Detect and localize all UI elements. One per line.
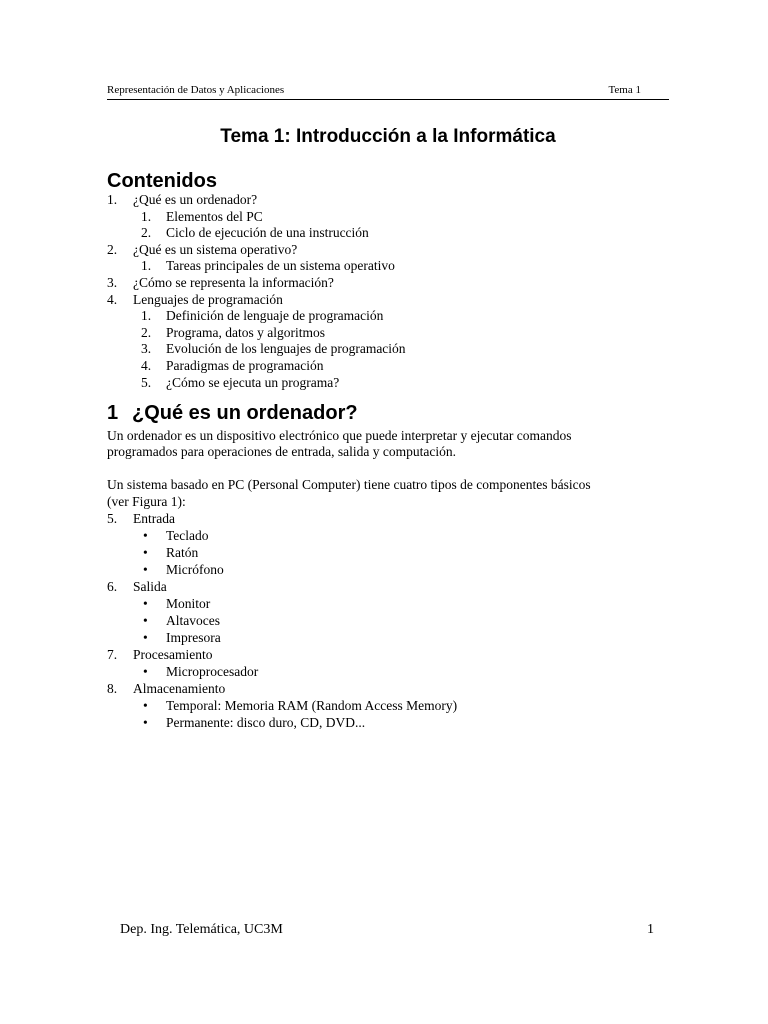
header-topic: Tema 1	[608, 84, 641, 96]
subitem-text: ¿Cómo se ejecuta un programa?	[166, 374, 340, 390]
category-number: 6.	[107, 579, 118, 595]
category-text: Salida	[133, 579, 167, 595]
paragraph-line: Un ordenador es un dispositivo electrónico que puede interpretar y ejecutar comandos	[107, 428, 572, 443]
section-number: 1	[107, 402, 119, 424]
item-text: ¿Qué es un ordenador?	[133, 192, 258, 207]
subitem-text: Evolución de los lenguajes de programación	[166, 341, 406, 357]
bullet-text: Teclado	[166, 528, 209, 544]
contents-item	[107, 292, 669, 309]
bullet-icon: •	[143, 596, 148, 612]
component-category	[107, 646, 669, 663]
contents-heading: Contenidos	[107, 170, 217, 192]
paragraph-line: Un sistema basado en PC (Personal Computer) tiene cuatro tipos de componentes básicos	[107, 477, 591, 493]
contents-subitem	[107, 308, 669, 325]
category-text: Entrada	[133, 511, 175, 527]
bullet-text: Ratón	[166, 545, 199, 561]
bullet-text: Temporal: Memoria RAM (Random Access Memory)	[166, 698, 458, 714]
paragraph-line: programados para operaciones de entrada, salida y computación.	[107, 444, 456, 460]
item-text: ¿Qué es un sistema operativo?	[133, 241, 298, 257]
section-heading	[107, 402, 358, 425]
subitem-number: 1.	[141, 308, 152, 324]
subitem-text: Elementos del PC	[166, 208, 263, 224]
contents-item	[107, 242, 669, 259]
category-number: 5.	[107, 511, 118, 527]
subitem-number: 4.	[141, 357, 152, 373]
contents-item	[107, 275, 669, 292]
bullet-icon: •	[143, 698, 148, 714]
bullet-icon: •	[143, 664, 148, 680]
contents-subitem	[107, 358, 669, 375]
header-course-name: Representación de Datos y Aplicaciones	[107, 84, 285, 96]
subitem-text: Programa, datos y algoritmos	[166, 324, 325, 340]
subitem-number: 5.	[141, 374, 152, 390]
item-number: 2.	[107, 241, 118, 257]
document-title: Tema 1: Introducción a la Informática	[220, 126, 556, 147]
bullet-icon: •	[143, 630, 148, 646]
bullet-text: Altavoces	[166, 613, 220, 629]
bullet-item	[107, 714, 669, 731]
component-category	[107, 680, 669, 697]
bullet-text: Micrófono	[166, 562, 224, 578]
bullet-item	[107, 595, 669, 612]
page-footer	[120, 922, 654, 938]
component-category	[107, 578, 669, 595]
bullet-item	[107, 527, 669, 544]
bullet-item	[107, 612, 669, 629]
bullet-icon: •	[143, 613, 148, 629]
contents-subitem	[107, 258, 669, 275]
subitem-number: 2.	[141, 225, 152, 241]
item-number: 3.	[107, 274, 118, 290]
category-text: Procesamiento	[133, 647, 213, 663]
components-list	[107, 510, 669, 731]
bullet-item	[107, 697, 669, 714]
subitem-number: 2.	[141, 324, 152, 340]
page-number: 1	[647, 922, 654, 937]
bullet-text: Microprocesador	[166, 664, 259, 680]
paragraph-line: (ver Figura 1):	[107, 493, 186, 509]
component-category	[107, 510, 669, 527]
contents-subitem	[107, 209, 669, 226]
bullet-icon: •	[143, 528, 148, 544]
section-title: ¿Qué es un ordenador?	[132, 402, 358, 424]
subitem-number: 1.	[141, 258, 152, 274]
contents-list	[107, 192, 669, 391]
category-number: 7.	[107, 647, 118, 663]
paragraph-components	[107, 477, 669, 510]
subitem-number: 1.	[141, 208, 152, 224]
bullet-text: Impresora	[166, 630, 221, 646]
bullet-item	[107, 544, 669, 561]
footer-department: Dep. Ing. Telemática, UC3M	[120, 922, 283, 937]
bullet-icon: •	[143, 562, 148, 578]
subitem-number: 3.	[141, 341, 152, 357]
item-text: ¿Cómo se representa la información?	[133, 274, 334, 290]
subitem-text: Tareas principales de un sistema operativo	[166, 258, 395, 274]
bullet-item	[107, 629, 669, 646]
category-number: 8.	[107, 681, 118, 697]
bullet-item	[107, 663, 669, 680]
paragraph-definition	[107, 428, 669, 461]
contents-subitem	[107, 325, 669, 342]
item-number: 4.	[107, 291, 118, 307]
bullet-item	[107, 561, 669, 578]
contents-subitem	[107, 375, 669, 392]
subitem-text: Paradigmas de programación	[166, 357, 324, 373]
page-header	[107, 82, 669, 100]
paragraph-spacer	[107, 461, 669, 477]
bullet-icon: •	[143, 715, 148, 731]
contents-subitem	[107, 225, 669, 242]
subitem-text: Ciclo de ejecución de una instrucción	[166, 225, 369, 241]
bullet-text: Monitor	[166, 596, 211, 612]
bullet-text: Permanente: disco duro, CD, DVD...	[166, 715, 366, 731]
contents-subitem	[107, 341, 669, 358]
item-text: Lenguajes de programación	[133, 291, 283, 307]
bullet-icon: •	[143, 545, 148, 561]
item-number: 1.	[107, 192, 118, 207]
subitem-text: Definición de lenguaje de programación	[166, 308, 384, 324]
section-body	[107, 428, 669, 731]
contents-item	[107, 192, 669, 209]
category-text: Almacenamiento	[133, 681, 226, 697]
